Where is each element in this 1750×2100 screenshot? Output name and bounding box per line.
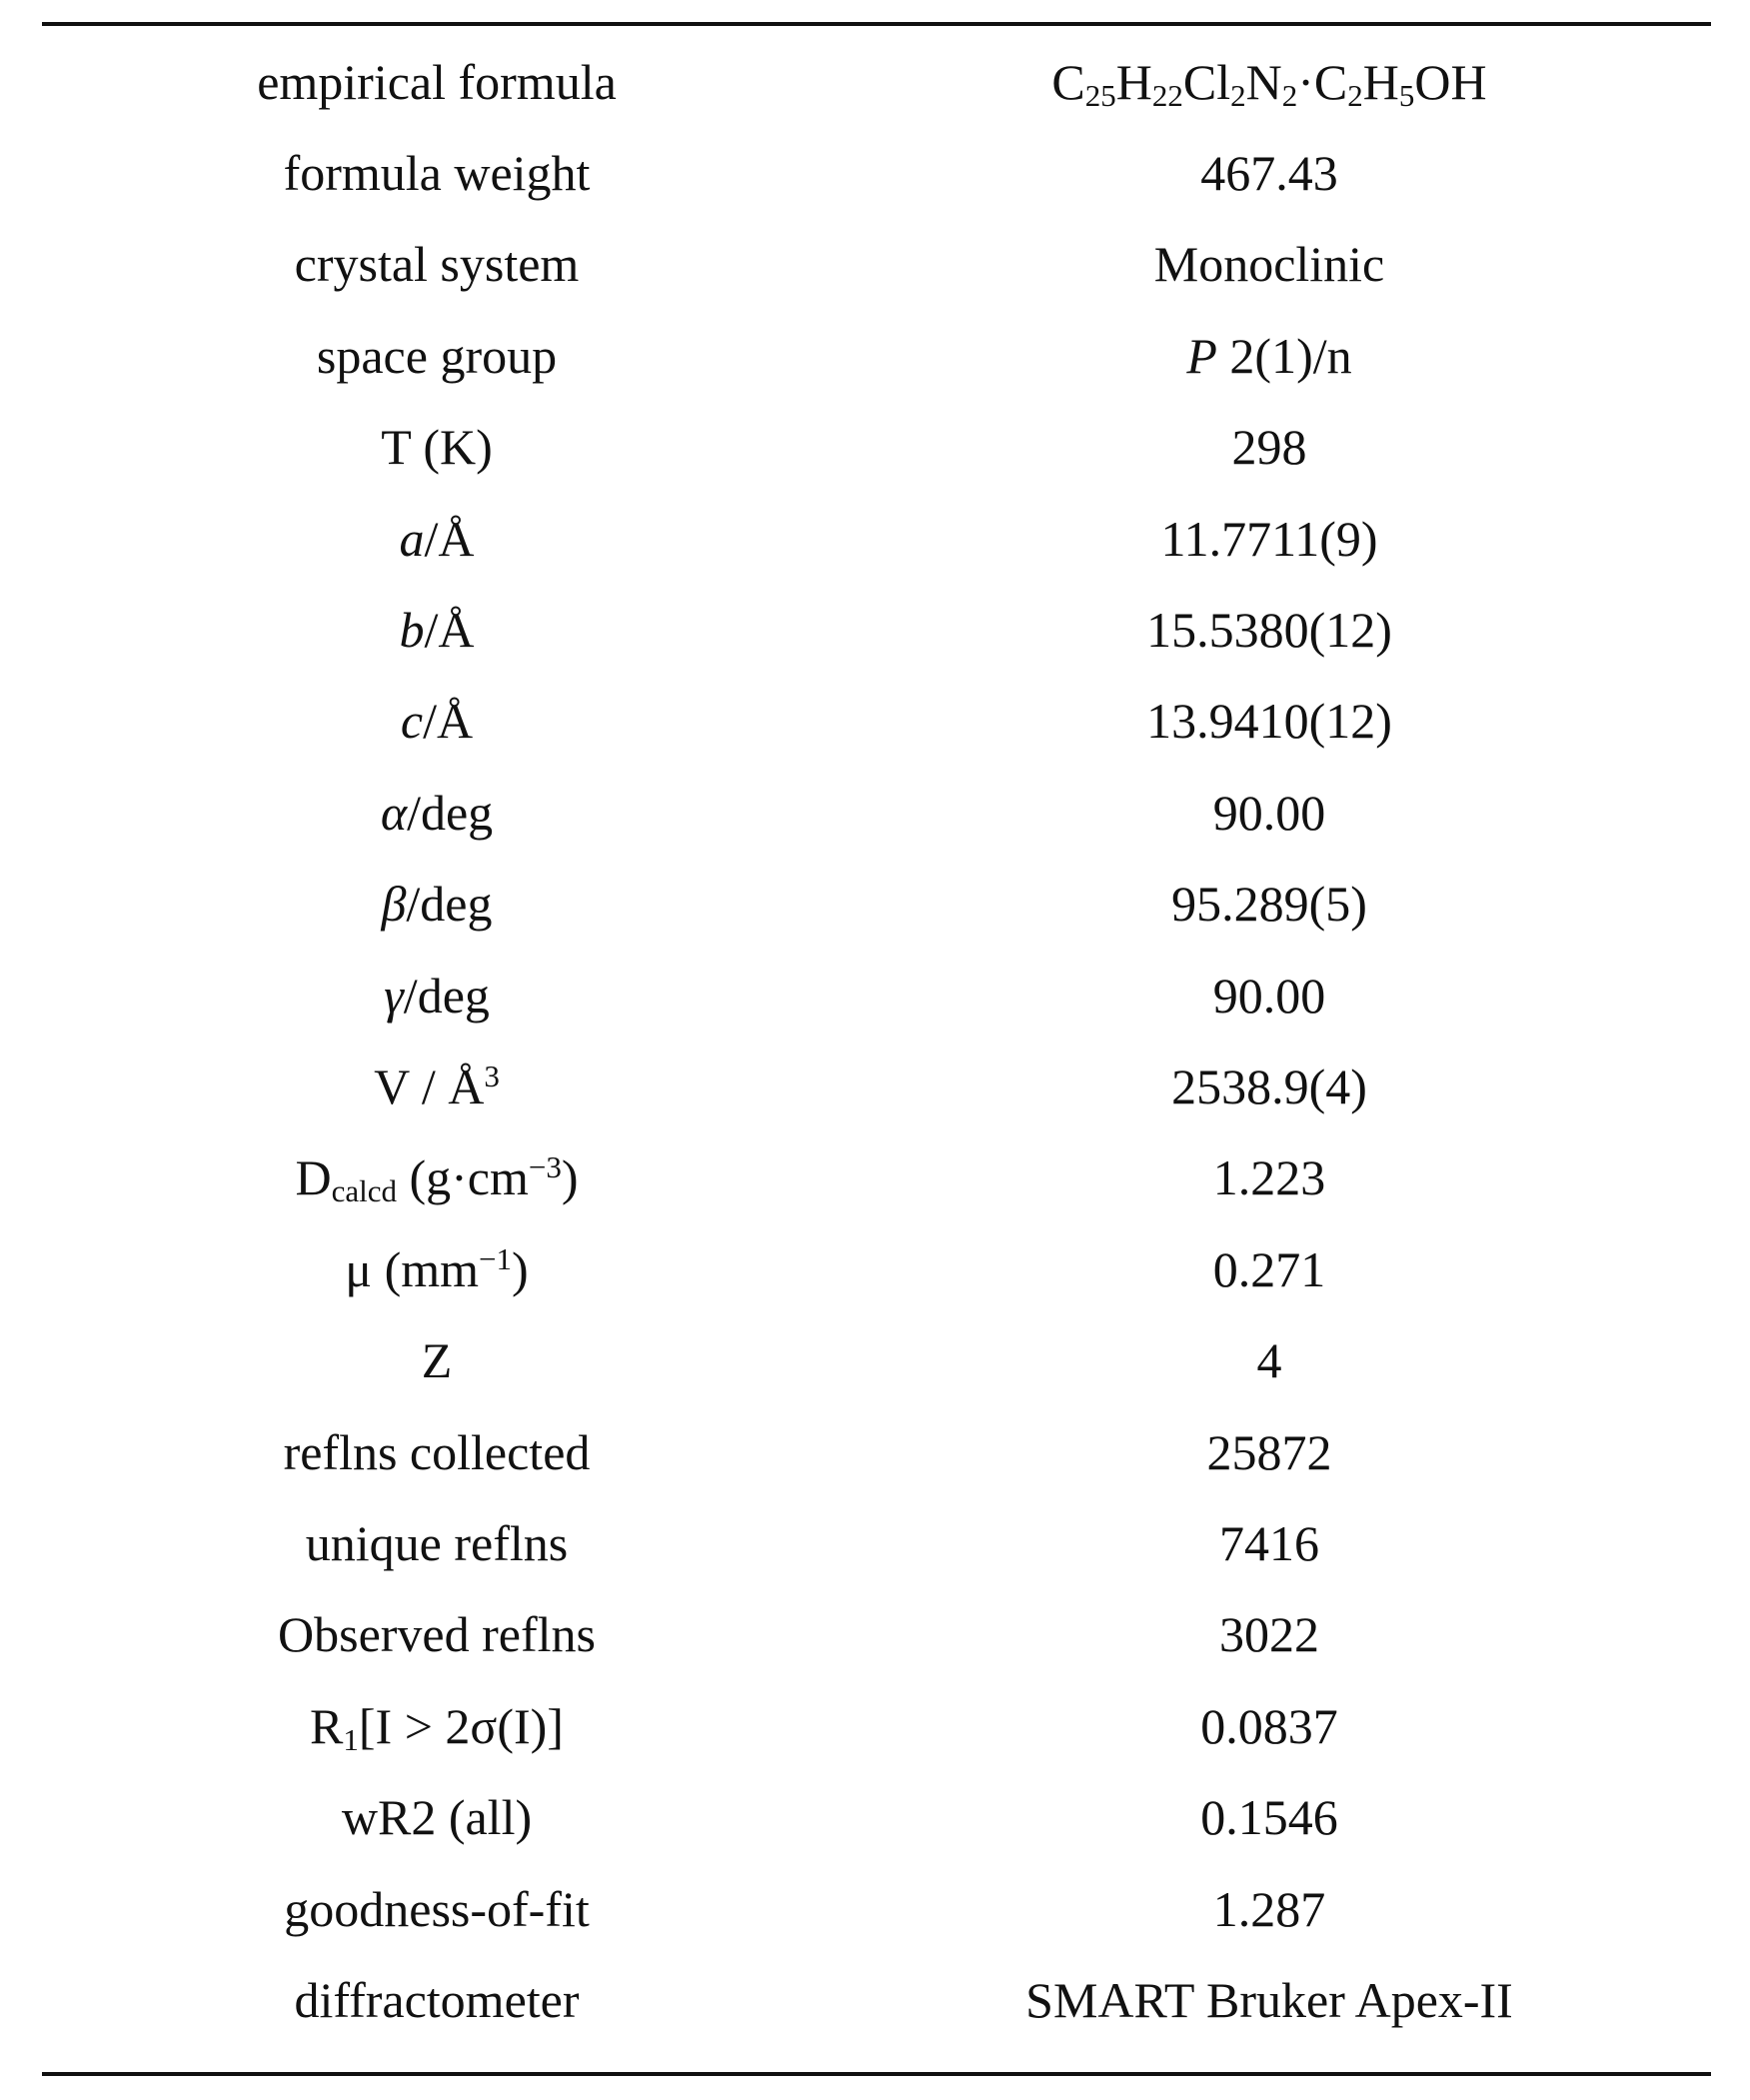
table-row: [42, 1223, 1711, 1314]
label-main: D: [295, 1149, 332, 1206]
table-row: [42, 310, 1711, 401]
row-value: 0.1546: [1200, 1789, 1338, 1846]
table-row: [42, 950, 1711, 1041]
row-label: unique reflns: [305, 1514, 569, 1571]
row-value: 1.287: [1212, 1880, 1326, 1937]
table-row: [42, 1314, 1711, 1405]
row-value: 4: [1256, 1332, 1282, 1389]
label-unit: /deg: [407, 784, 494, 841]
row-label: Observed reflns: [278, 1606, 596, 1663]
label-main: R: [310, 1697, 344, 1754]
row-label: [42, 1132, 822, 1223]
label-end: [I > 2σ(I)]: [358, 1697, 564, 1754]
row-value: 298: [1231, 419, 1307, 476]
row-value: [822, 36, 1711, 127]
row-value: 25872: [1206, 1423, 1332, 1480]
label-superscript: 3: [484, 1057, 500, 1093]
label-unit: /deg: [403, 967, 490, 1024]
label-symbol: c: [400, 693, 424, 750]
table-row: [42, 219, 1711, 310]
formula-n: N: [1245, 53, 1282, 110]
row-value: 11.7711(9): [1160, 510, 1378, 567]
table-row: [42, 1041, 1711, 1131]
label-symbol: γ: [384, 967, 404, 1024]
table-row: [42, 402, 1711, 493]
table-row: [42, 584, 1711, 675]
formula-sub: 5: [1398, 77, 1415, 113]
label-unit: /Å: [424, 602, 475, 659]
table-row: [42, 1497, 1711, 1588]
table-row: [42, 859, 1711, 950]
row-label: formula weight: [283, 145, 591, 202]
row-label: [42, 1223, 822, 1314]
label-main: μ (mm: [345, 1240, 480, 1297]
row-label: [42, 1041, 822, 1131]
formula-sub: 22: [1151, 77, 1183, 113]
row-value: 7416: [1219, 1514, 1319, 1571]
space-group-rest: 2(1)/n: [1216, 327, 1352, 384]
label-subscript: calcd: [331, 1173, 397, 1209]
row-label: T (K): [381, 419, 493, 476]
formula-h2: H: [1362, 53, 1399, 110]
row-label: [42, 676, 822, 767]
row-label: space group: [316, 327, 558, 384]
row-value: 467.43: [1200, 145, 1338, 202]
label-main: V / Å: [374, 1057, 485, 1114]
row-label: [42, 767, 822, 858]
table-row: [42, 1132, 1711, 1223]
table-row: [42, 1863, 1711, 1954]
row-value: 1.223: [1212, 1149, 1326, 1206]
formula-cl: Cl: [1182, 53, 1231, 110]
space-group-italic: P: [1186, 327, 1217, 384]
label-symbol: α: [380, 784, 408, 841]
table-top-rule: [42, 22, 1711, 26]
row-label: diffractometer: [294, 1971, 580, 2028]
formula-sub: 2: [1347, 77, 1363, 113]
table-row: [42, 1589, 1711, 1680]
formula-sub: 2: [1230, 77, 1246, 113]
table-row: [42, 1954, 1711, 2045]
row-label: empirical formula: [257, 53, 617, 110]
row-label: crystal system: [294, 236, 580, 293]
label-subscript: 1: [343, 1721, 359, 1757]
label-unit: /Å: [424, 510, 475, 567]
row-value: 15.5380(12): [1146, 602, 1392, 659]
label-superscript: −3: [528, 1149, 562, 1185]
label-symbol: b: [399, 602, 425, 659]
table-row: [42, 1680, 1711, 1771]
formula-sub: 2: [1281, 77, 1298, 113]
table-bottom-rule: [42, 2072, 1711, 2076]
formula-oh: OH: [1414, 53, 1487, 110]
table-row: [42, 767, 1711, 858]
row-label: wR2 (all): [341, 1789, 533, 1846]
row-value: 95.289(5): [1171, 876, 1367, 933]
row-label: [42, 493, 822, 584]
formula-c: C: [1051, 53, 1085, 110]
row-value: [822, 310, 1711, 401]
label-unit: /deg: [406, 876, 493, 933]
row-label: reflns collected: [283, 1423, 591, 1480]
row-label: [42, 859, 822, 950]
row-value: 2538.9(4): [1171, 1057, 1367, 1114]
label-symbol: a: [399, 510, 425, 567]
table-row: [42, 127, 1711, 218]
formula-sub: 25: [1084, 77, 1116, 113]
label-mid: (g·cm: [396, 1149, 529, 1206]
table-row: [42, 36, 1711, 127]
row-value: 13.9410(12): [1146, 693, 1392, 750]
row-label: Z: [421, 1332, 453, 1389]
table-row: [42, 1771, 1711, 1862]
row-value: 90.00: [1212, 784, 1326, 841]
label-superscript: −1: [479, 1240, 513, 1276]
row-value: 0.271: [1212, 1240, 1326, 1297]
formula-c2: ·C: [1297, 53, 1348, 110]
table-row: [42, 493, 1711, 584]
table-row: [42, 1406, 1711, 1497]
formula-h: H: [1115, 53, 1152, 110]
table-row: [42, 676, 1711, 767]
crystal-parameters-table: [42, 36, 1711, 2046]
row-label: [42, 950, 822, 1041]
row-label: goodness-of-fit: [284, 1880, 590, 1937]
label-unit: /Å: [423, 693, 474, 750]
row-value: 90.00: [1212, 967, 1326, 1024]
row-value: 3022: [1219, 1606, 1319, 1663]
label-symbol: β: [381, 876, 407, 933]
label-end: ): [561, 1149, 579, 1206]
row-label: [42, 1680, 822, 1771]
row-value: 0.0837: [1200, 1697, 1338, 1754]
label-end: ): [512, 1240, 529, 1297]
row-label: [42, 584, 822, 675]
row-value: Monoclinic: [1153, 236, 1385, 293]
row-value: SMART Bruker Apex-II: [1025, 1971, 1513, 2028]
